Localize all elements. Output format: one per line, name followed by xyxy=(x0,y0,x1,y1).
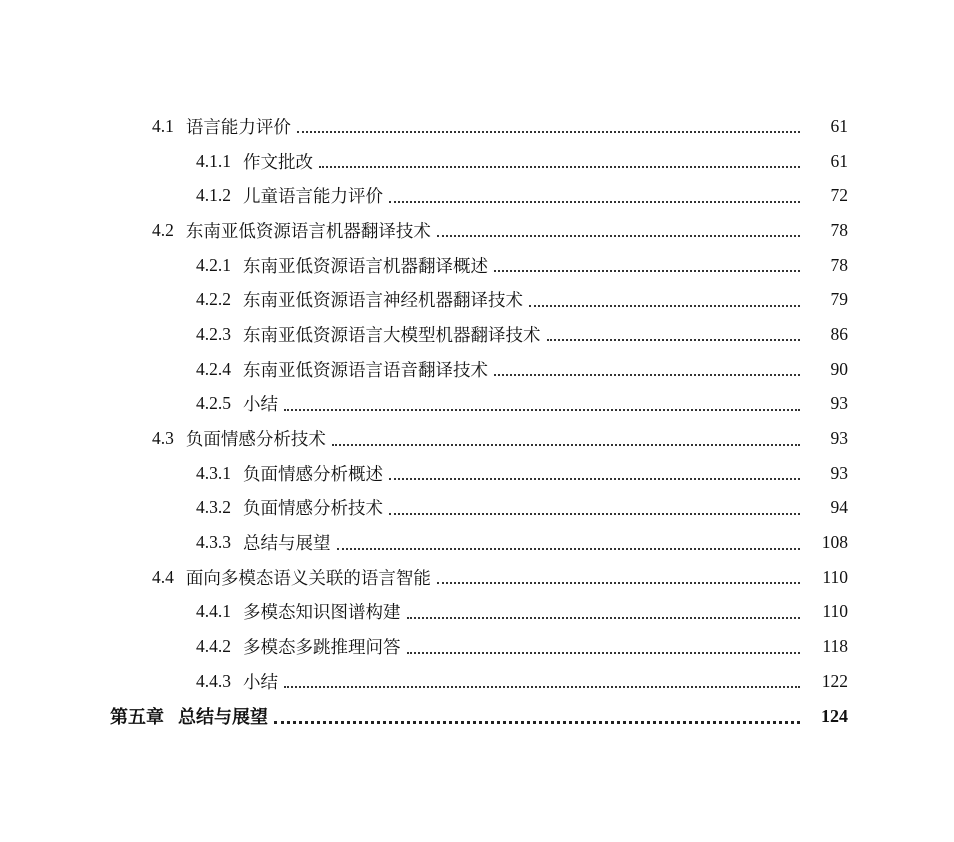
dot-leader xyxy=(332,444,800,446)
toc-entry-title: 东南亚低资源语言神经机器翻译技术 xyxy=(243,291,523,312)
toc-entry-title: 多模态知识图谱构建 xyxy=(243,603,401,624)
dot-leader xyxy=(529,305,800,307)
toc-entry-title: 东南亚低资源语言机器翻译技术 xyxy=(185,221,431,242)
toc-entry-title: 面向多模态语义关联的语言智能 xyxy=(185,568,431,589)
toc-entry-title: 儿童语言能力评价 xyxy=(243,187,383,208)
toc-entry-number: 4.2.5 xyxy=(196,393,231,414)
toc-entry-4-4-3[interactable] xyxy=(0,664,954,699)
toc-entry-4-3-2[interactable] xyxy=(0,491,954,526)
toc-entry-page: 86 xyxy=(830,323,848,344)
dot-leader xyxy=(284,409,800,411)
toc-entry-title: 负面情感分析技术 xyxy=(185,430,326,451)
toc-entry-number: 4.4.1 xyxy=(196,601,231,622)
dot-leader xyxy=(407,652,801,654)
toc-entry-4-1-2[interactable] xyxy=(0,178,954,213)
toc-entry-page: 90 xyxy=(830,358,848,379)
toc-entry-number: 4.2.1 xyxy=(196,254,231,275)
toc-entry-page: 79 xyxy=(830,289,848,310)
toc-entry-number: 4.3.3 xyxy=(196,532,231,553)
dot-leader xyxy=(389,513,800,515)
toc-entry-page: 61 xyxy=(830,150,848,171)
toc-entry-number: 4.4.3 xyxy=(196,670,231,691)
toc-entry-4-2-3[interactable] xyxy=(0,317,954,352)
toc-entry-page: 93 xyxy=(830,393,848,414)
toc-entry-4-2-4[interactable] xyxy=(0,352,954,387)
toc-entry-number: 4.2.4 xyxy=(196,358,231,379)
toc-entry-number: 4.2.2 xyxy=(196,289,231,310)
dot-leader xyxy=(297,131,800,133)
toc-entry-page: 110 xyxy=(822,601,848,622)
toc-entry-number: 4.4 xyxy=(152,566,174,587)
toc-entry-page: 61 xyxy=(830,115,848,136)
dot-leader xyxy=(437,582,800,584)
toc-entry-4-3[interactable] xyxy=(0,421,954,456)
toc-entry-4-4-1[interactable] xyxy=(0,595,954,630)
dot-leader xyxy=(494,270,800,272)
dot-leader xyxy=(337,548,801,550)
toc-entry-4-2[interactable] xyxy=(0,213,954,248)
toc-entry-number: 4.3.2 xyxy=(196,497,231,518)
dot-leader xyxy=(437,235,800,237)
toc-entry-title: 东南亚低资源语言大模型机器翻译技术 xyxy=(243,325,541,346)
toc-entry-title: 负面情感分析技术 xyxy=(243,499,383,520)
toc-entry-page: 93 xyxy=(830,428,848,449)
toc-entry-4-2-5[interactable] xyxy=(0,387,954,422)
dot-leader xyxy=(547,339,801,341)
toc-entry-page: 122 xyxy=(821,670,848,691)
toc-entry-title: 负面情感分析概述 xyxy=(243,464,383,485)
toc-entry-page: 110 xyxy=(822,566,848,587)
toc-entry-number: 4.1.1 xyxy=(196,150,231,171)
toc-entry-title: 总结与展望 xyxy=(243,534,331,555)
dot-leader xyxy=(284,686,800,688)
toc-entry-title: 小结 xyxy=(243,672,278,693)
toc-entry-number: 4.1 xyxy=(152,115,174,136)
toc-entry-4-4[interactable] xyxy=(0,560,954,595)
dot-leader xyxy=(494,374,800,376)
toc-entry-title: 作文批改 xyxy=(243,152,313,173)
toc-entry-4-4-2[interactable] xyxy=(0,629,954,664)
toc-entry-4-2-2[interactable] xyxy=(0,282,954,317)
toc-entry-page: 124 xyxy=(821,705,848,726)
dot-leader xyxy=(389,478,800,480)
dot-leader xyxy=(389,201,800,203)
toc-entry-title: 多模态多跳推理问答 xyxy=(243,638,401,659)
toc-entry-number: 4.4.2 xyxy=(196,636,231,657)
toc-entry-page: 108 xyxy=(821,532,848,553)
toc-entry-page: 94 xyxy=(830,497,848,518)
toc-entry-number: 4.3.1 xyxy=(196,462,231,483)
toc-entry-number: 4.2.3 xyxy=(196,323,231,344)
toc-entry-4-1[interactable] xyxy=(0,109,954,144)
toc-entry-title: 语言能力评价 xyxy=(185,117,291,138)
toc-entry-4-3-1[interactable] xyxy=(0,456,954,491)
dot-leader xyxy=(319,166,800,168)
toc-entry-page: 72 xyxy=(830,185,848,206)
toc-entry-number: 4.3 xyxy=(152,428,174,449)
toc-entry-number: 4.1.2 xyxy=(196,185,231,206)
dot-leader xyxy=(274,721,800,724)
table-of-contents xyxy=(0,109,954,733)
toc-entry-number: 4.2 xyxy=(152,219,174,240)
toc-entry-title: 小结 xyxy=(243,395,278,416)
toc-entry-page: 93 xyxy=(830,462,848,483)
dot-leader xyxy=(407,617,801,619)
toc-entry-chapter-5[interactable] xyxy=(0,699,954,734)
toc-entry-title: 东南亚低资源语言机器翻译概述 xyxy=(243,256,488,277)
toc-entry-page: 78 xyxy=(830,219,848,240)
toc-entry-title: 总结与展望 xyxy=(178,707,268,729)
toc-entry-4-3-3[interactable] xyxy=(0,525,954,560)
toc-entry-page: 78 xyxy=(830,254,848,275)
toc-entry-page: 118 xyxy=(822,636,848,657)
toc-entry-number: 第五章 xyxy=(110,707,164,729)
toc-entry-4-2-1[interactable] xyxy=(0,248,954,283)
toc-entry-4-1-1[interactable] xyxy=(0,144,954,179)
toc-entry-title: 东南亚低资源语言语音翻译技术 xyxy=(243,360,488,381)
